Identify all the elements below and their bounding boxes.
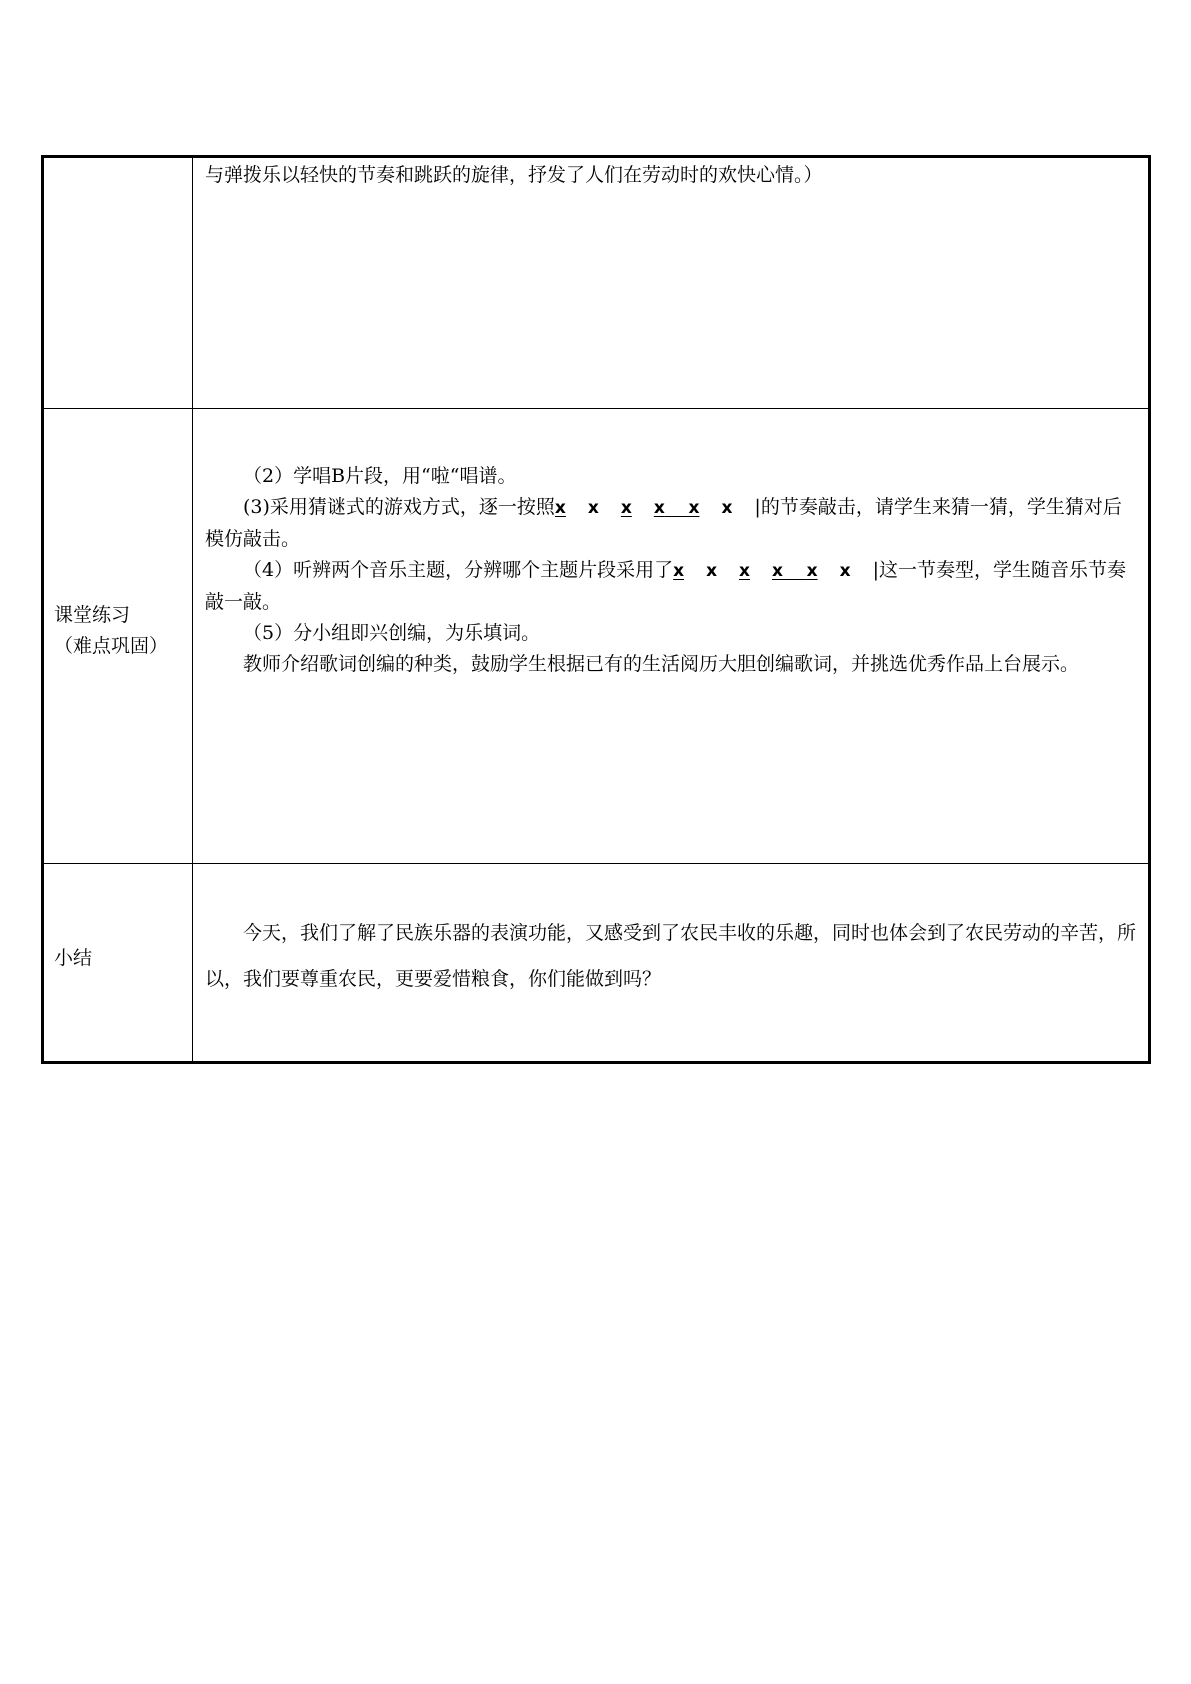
rhythm-note: x xyxy=(587,498,599,518)
paragraph xyxy=(205,492,1136,555)
barline: | xyxy=(754,496,761,518)
rhythm-note: x xyxy=(806,561,818,581)
table-row xyxy=(43,409,1150,864)
rhythm-pattern xyxy=(673,559,879,581)
row-label: 小结 xyxy=(54,947,93,969)
paragraph xyxy=(205,555,1136,618)
row-label-cell xyxy=(43,409,193,864)
paragraph: 今天，我们了解了民族乐器的表演功能，又感受到了农民丰收的乐趣，同时也体会到了农民劳动的辛苦，所以，我们要尊重农民，更要爱惜粮食，你们能做到吗？ xyxy=(205,922,1137,990)
rhythm-note: x xyxy=(739,561,750,581)
row-content-cell xyxy=(193,409,1150,864)
rhythm-note: x xyxy=(688,498,700,518)
paragraph: 与弹拨乐以轻快的节奏和跳跃的旋律，抒发了人们在劳动时的欢快心情。） xyxy=(205,164,823,186)
row-sublabel: （难点巩固） xyxy=(54,635,169,657)
rhythm-note: x xyxy=(653,498,665,518)
row-label-cell xyxy=(43,157,193,409)
row-content-cell xyxy=(193,864,1150,1063)
paragraph-text: 的节奏敲击，请学生来猜一猜，学生猜对后模仿敲击。 xyxy=(205,496,1122,550)
rhythm-note: x xyxy=(554,498,566,518)
barline: | xyxy=(872,559,879,581)
paragraph-text: 这一节奏型，学生随音乐节奏敲一敲。 xyxy=(205,559,1127,613)
row-label: 课堂练习 xyxy=(54,604,131,626)
paragraph: 教师介绍歌词创编的种类，鼓励学生根据已有的生活阅历大胆创编歌词，并挑选优秀作品上台展示。 xyxy=(243,653,1080,675)
rhythm-note: x xyxy=(620,498,632,518)
rhythm-note: x xyxy=(721,498,733,518)
row-content-cell xyxy=(193,157,1150,409)
rhythm-note: x xyxy=(839,561,851,581)
paragraph-text: (3)采用猜谜式的游戏方式，逐一按照 xyxy=(243,496,555,518)
paragraph: （2）学唱B片段，用“啦“唱谱。 xyxy=(243,465,517,487)
rhythm-note: x xyxy=(706,561,718,581)
paragraph-text: （4）听辨两个音乐主题，分辨哪个主题片段采用了 xyxy=(243,559,674,581)
rhythm-note: x xyxy=(673,561,685,581)
table-row xyxy=(43,157,1150,409)
table-row xyxy=(43,864,1150,1063)
paragraph: （5）分小组即兴创编，为乐填词。 xyxy=(243,622,541,644)
rhythm-note: x xyxy=(772,561,783,581)
row-label-cell xyxy=(43,864,193,1063)
rhythm-pattern xyxy=(555,496,761,518)
lesson-plan-table xyxy=(41,155,1151,1064)
